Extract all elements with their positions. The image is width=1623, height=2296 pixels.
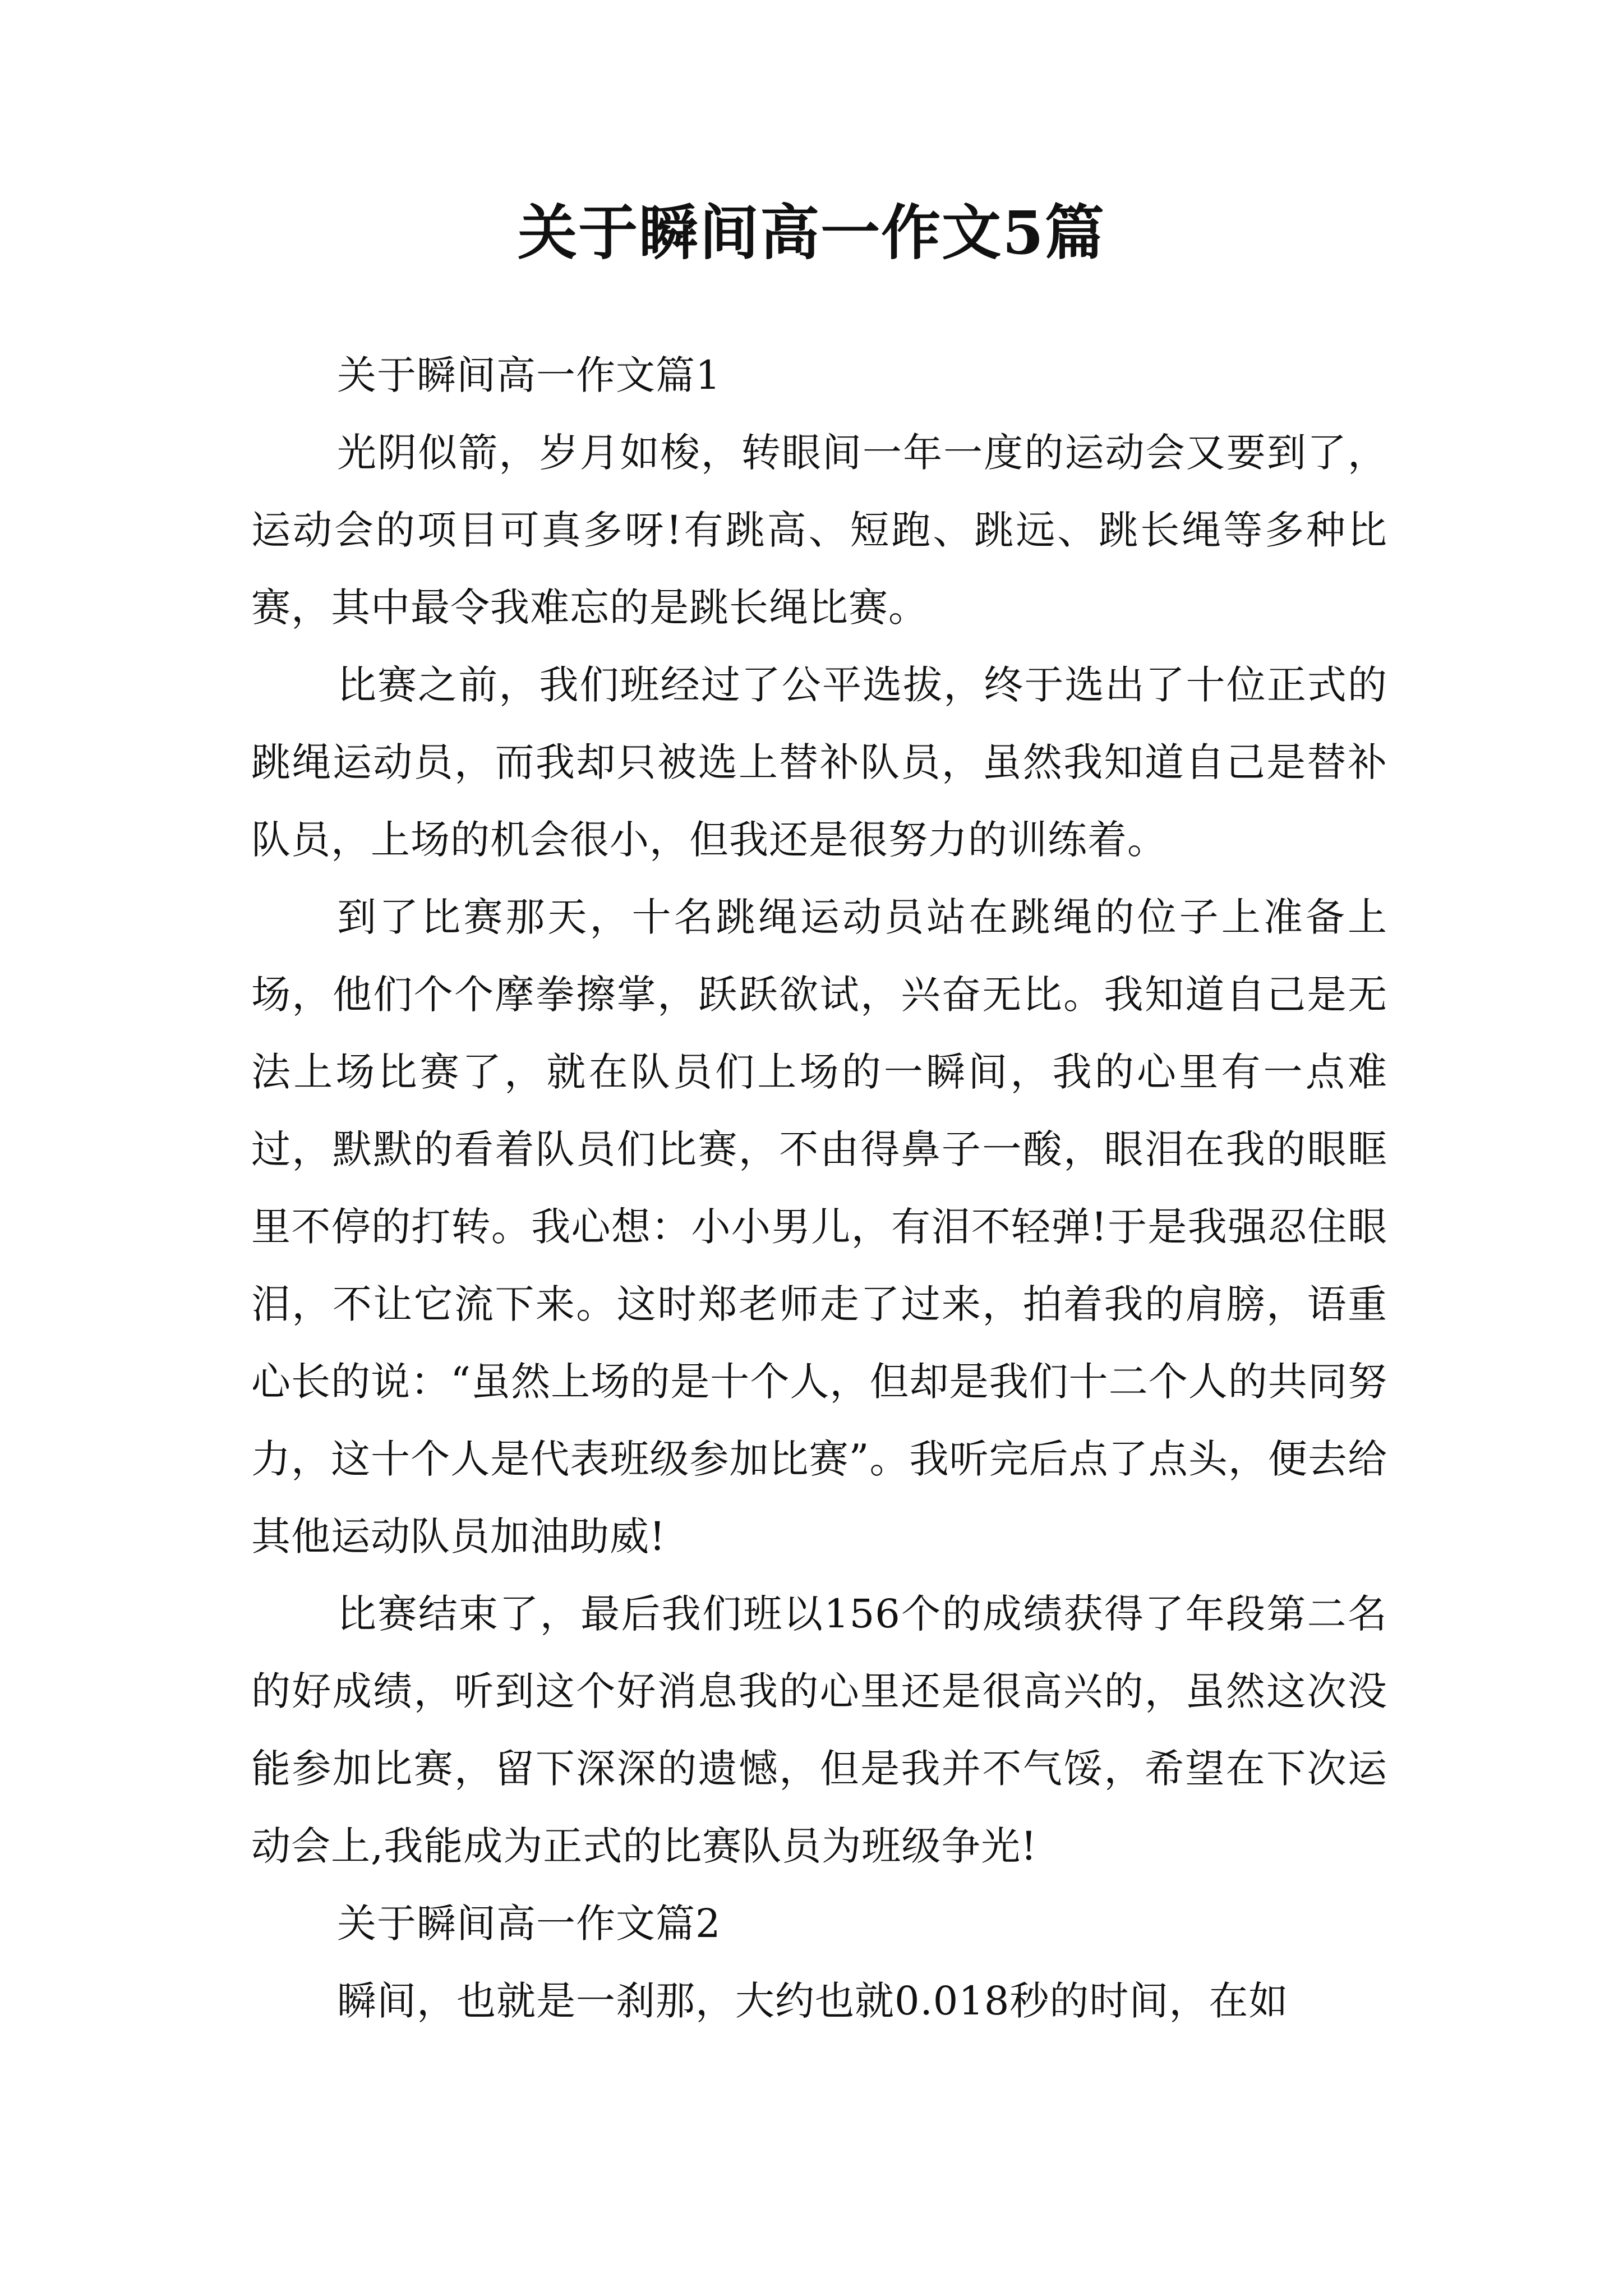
- paragraph: 瞬间，也就是一刹那，大约也就0.018秒的时间，在如: [337, 1978, 1289, 2024]
- paragraph: 比赛结束了，最后我们班以156个的成绩获得了年段第二名的好成绩，听到这个好消息我的心里还是很高兴的，虽然这次没能参加比赛，留下深深的遗憾，但是我并不气馁，希望在下次运动会上,我能成为正式的比赛队员为班级争光!: [251, 1591, 1387, 1869]
- paragraph: 到了比赛那天，十名跳绳运动员站在跳绳的位子上准备上场，他们个个摩拳擦掌，跃跃欲试，兴奋无比。我知道自己是无法上场比赛了，就在队员们上场的一瞬间，我的心里有一点难过，默默的看着队员们比赛，不由得鼻子一酸，眼泪在我的眼眶里不停的打转。我心想：小小男儿，有泪不轻弹!于是我强忍住眼泪，不让它流下来。这时郑老师走了过来，拍着我的肩膀，语重心长的说：“虽然上场的是十个人，但却是我们十二个人的共同努力，这十个人是代表班级参加比赛”。我听完后点了点头，便去给其他运动队员加油助威!: [251, 894, 1387, 1559]
- section-heading-1: 关于瞬间高一作文篇1: [337, 352, 721, 398]
- document-body: [251, 337, 1387, 2040]
- paragraph: 比赛之前，我们班经过了公平选拔，终于选出了十位正式的跳绳运动员，而我却只被选上替补队员，虽然我知道自己是替补队员，上场的机会很小，但我还是很努力的训练着。: [251, 662, 1387, 863]
- section-heading-2: 关于瞬间高一作文篇2: [337, 1901, 721, 1947]
- document-title: 关于瞬间高一作文5篇: [518, 197, 1105, 268]
- paragraph: 光阴似箭，岁月如梭，转眼间一年一度的运动会又要到了，运动会的项目可真多呀!有跳高、短跑、跳远、跳长绳等多种比赛，其中最令我难忘的是跳长绳比赛。: [251, 430, 1387, 631]
